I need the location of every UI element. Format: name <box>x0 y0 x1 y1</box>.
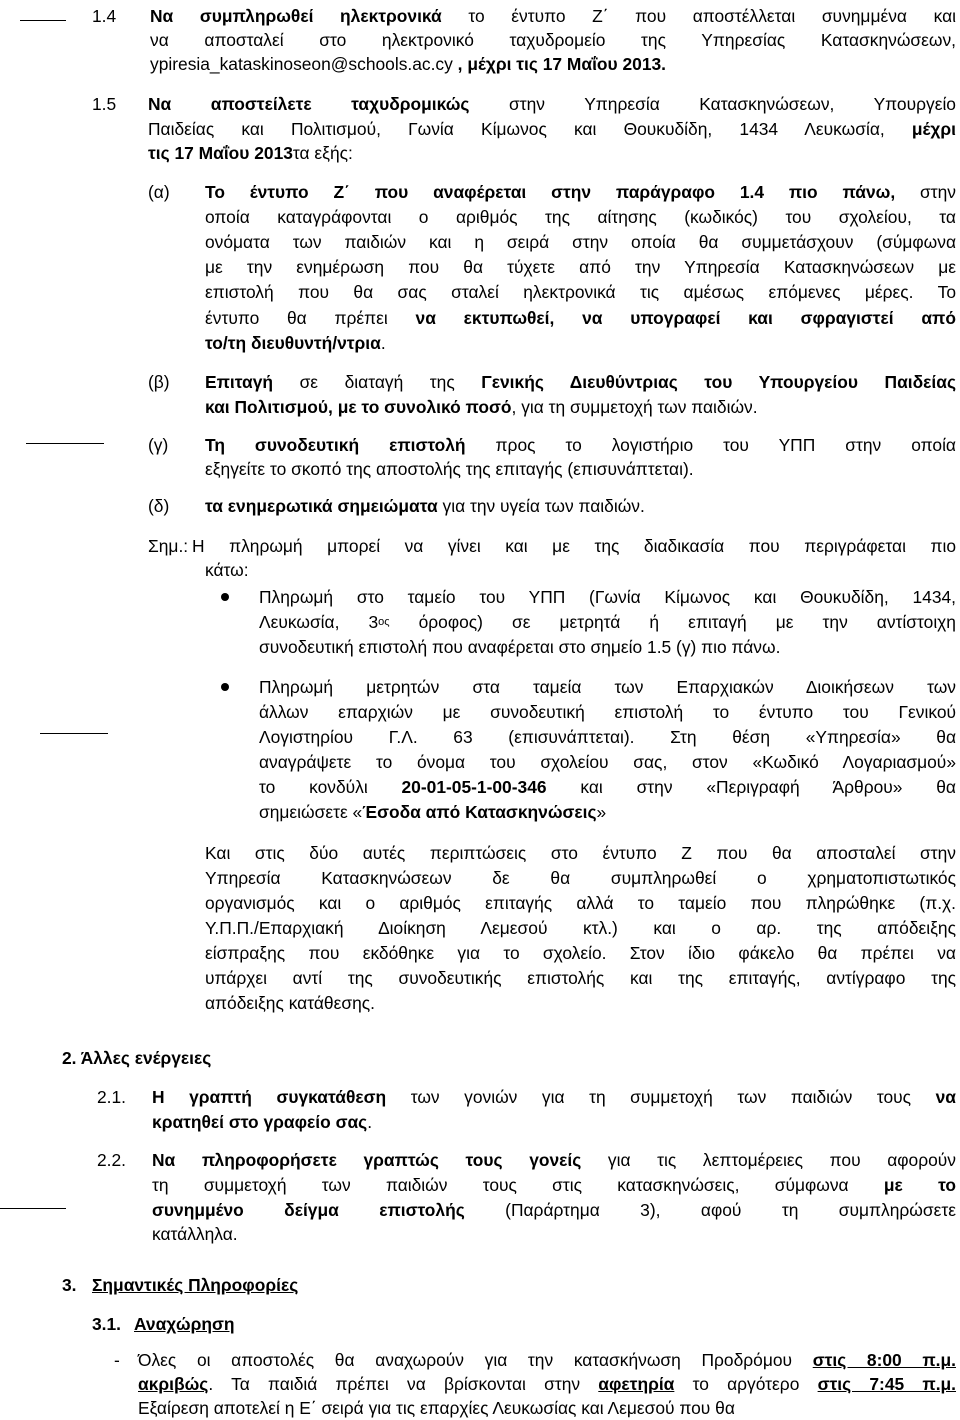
text: . <box>380 333 386 353</box>
bold-text: Γενικής Διευθύντριας του Υπουργείου Παιδείας <box>481 372 956 392</box>
margin-rule <box>20 20 66 21</box>
bold-text: τα ενημερωτικά σημειώματα <box>205 496 438 516</box>
text: τη συμμετοχή των παιδιών τους στις κατασκηνώσεις, σύμφωνα <box>152 1175 849 1195</box>
text: Υ.Π.Π./Επαρχιακή Διοίκηση Λεμεσού κτλ.) και ο αρ. της απόδειξης <box>205 918 956 938</box>
text: σε διαταγή της <box>299 372 455 392</box>
text: το έντυπο Ζ΄ που αποστέλλεται συνημμένα και <box>468 6 956 26</box>
paragraph-line <box>152 1148 956 1172</box>
item-marker: (β) <box>148 372 170 392</box>
paragraph-line <box>150 52 666 76</box>
paragraph-line <box>205 230 956 254</box>
text: των γονιών για τη συμμετοχή των παιδιών τους <box>410 1087 912 1107</box>
margin-rule <box>0 1208 66 1209</box>
paragraph-line <box>205 866 956 890</box>
paragraph-line: κατάλληλα. <box>152 1224 238 1244</box>
paragraph-line <box>148 117 956 141</box>
text: οργανισμός και ο αριθμός επιταγής αλλά το ταμείο που πληρώθηκε (π.χ. <box>205 893 956 913</box>
paragraph-line <box>205 433 956 457</box>
bold-text: Τη συνοδευτική επιστολή <box>205 435 466 455</box>
text: στην Υπηρεσία Κατασκηνώσεων, Υπουργείο <box>509 94 956 114</box>
paragraph-line <box>205 395 758 419</box>
section-number: 2.2. <box>97 1150 127 1170</box>
paragraph-line: Εξαίρεση αποτελεί η Ε΄ σειρά για τις επαρχίες Λευκωσίας και Λεμεσού που θα <box>138 1398 735 1418</box>
paragraph-line <box>205 891 956 915</box>
bold-underlined-text: ακριβώς <box>138 1374 209 1394</box>
text: » <box>596 802 607 822</box>
paragraph-line: κάτω: <box>205 560 249 580</box>
text: ονόματα των παιδιών και η σειρά στην οποία θα συμμετάσχουν (σύμφωνα <box>205 232 956 252</box>
text: να αποσταλεί στο ηλεκτρονικό ταχυδρομείο της Υπηρεσίας Κατασκηνώσεων, <box>150 30 956 50</box>
text: στην <box>920 182 957 202</box>
list-dash: - <box>114 1350 120 1370</box>
bold-text: Έσοδα από Κατασκηνώσεις <box>362 802 597 822</box>
paragraph-line <box>152 1173 956 1197</box>
paragraph-line <box>259 775 956 799</box>
paragraph-line <box>138 1372 956 1396</box>
text: Λευκωσία, 3 <box>259 612 379 632</box>
item-marker: (γ) <box>148 435 169 455</box>
paragraph-line <box>205 180 956 204</box>
bold-text: με το <box>883 1175 956 1195</box>
text: για τις λεπτομέρειες που αφορούν <box>607 1150 956 1170</box>
paragraph-line <box>205 941 956 965</box>
text: Παιδείας και Πολιτισμού, Γωνία Κίμωνος και Θουκυδίδη, 1434 Λευκωσία, <box>148 119 885 139</box>
paragraph-line <box>205 370 956 394</box>
paragraph-line <box>148 92 956 116</box>
text: αναγράψετε το όνομα του σχολείου σας, στον «Κωδικό Λογαριασμού» <box>259 752 956 772</box>
paragraph-line <box>259 675 956 699</box>
paragraph-line <box>259 725 956 749</box>
bold-text: το/τη διευθυντή/ντρια <box>205 333 381 353</box>
text: υπάρχει αντί της συνοδευτικής επιστολής και της επιταγής, αντίγραφο της <box>205 968 956 988</box>
text: Όλες οι αποστολές θα αναχωρούν για την κατασκήνωση Προδρόμου <box>138 1350 793 1370</box>
text: . <box>367 1112 373 1132</box>
text: προς το λογιστήριο του ΥΠΠ στην οποία <box>495 435 956 455</box>
text: επιστολή που θα σας σταλεί ηλεκτρονικά τις αμέσως επόμενες μέρες. Το <box>205 282 956 302</box>
paragraph-line <box>192 534 956 558</box>
margin-rule <box>26 443 104 444</box>
email-link[interactable]: ypiresia_kataskinoseon@schools.ac.cy <box>150 54 453 74</box>
text: έντυπο θα πρέπει <box>205 308 388 328</box>
item-marker: (α) <box>148 182 170 202</box>
paragraph-line <box>205 966 956 990</box>
item-marker: (δ) <box>148 496 170 516</box>
section-number: 3. <box>62 1275 77 1295</box>
paragraph-line <box>205 205 956 229</box>
paragraph-line <box>150 4 956 28</box>
section-number: 1.4 <box>92 6 117 26</box>
bold-text: Η γραπτή συγκατάθεση <box>152 1087 387 1107</box>
text: τα εξής: <box>292 143 353 163</box>
text: Λογιστηρίου Γ.Λ. 63 (επισυνάπτεται). Στη θέση «Υπηρεσία» θα <box>259 727 956 747</box>
subsection-heading <box>134 1312 235 1336</box>
paragraph-line <box>138 1348 956 1372</box>
bullet-icon <box>221 593 229 601</box>
paragraph-line <box>259 610 956 634</box>
paragraph-line <box>152 1198 956 1222</box>
paragraph-line <box>150 28 956 52</box>
text: σημειώσετε « <box>259 802 363 822</box>
paragraph-line <box>205 841 956 865</box>
text: (Παράρτημα 3), αφού τη συμπληρώσετε <box>505 1200 956 1220</box>
paragraph-line <box>205 280 956 304</box>
text: οποία καταγράφονται ο αριθμός της αίτησης (κωδικός) του σχολείου, τα <box>205 207 956 227</box>
paragraph-line <box>259 700 956 724</box>
paragraph-line <box>205 306 956 330</box>
margin-rule <box>40 733 108 734</box>
bold-text: συνημμένο δείγμα επιστολής <box>152 1200 465 1220</box>
text: άλλων επαρχιών με συνοδευτική επιστολή το έντυπο του Γενικού <box>259 702 956 722</box>
bullet-icon <box>221 683 229 691</box>
section-number: 2.1. <box>97 1087 127 1107</box>
paragraph-line <box>152 1085 956 1109</box>
bold-text: και Πολιτισμού, με το συνολικό ποσό <box>205 397 512 417</box>
text: με την ενημέρωση που θα τύχετε από την Υπηρεσία Κατασκηνώσεων με <box>205 257 956 277</box>
bold-text: μέχρι <box>911 119 956 139</box>
bold-underlined-text: στις 8:00 π.μ. <box>812 1350 956 1370</box>
bold-text: Να πληροφορήσετε γραπτώς τους γονείς <box>152 1150 582 1170</box>
text: Η πληρωμή μπορεί να γίνει και με της διαδικασία που περιγράφεται πιο <box>192 536 956 556</box>
paragraph-line <box>205 331 386 355</box>
text: είσπραξης που εκδόθηκε για το σχολείο. Στον ίδιο φάκελο θα πρέπει να <box>205 943 956 963</box>
paragraph-line <box>205 494 645 518</box>
bold-text: να εκτυπωθεί, να υπογραφεί και σφραγιστεί από <box>415 308 956 328</box>
superscript: ος <box>378 616 390 628</box>
paragraph-line <box>259 750 956 774</box>
section-heading <box>92 1273 298 1297</box>
section-number: 1.5 <box>92 94 117 114</box>
paragraph-line: συνοδευτική επιστολή που αναφέρεται στο σημείο 1.5 (γ) πιο πάνω. <box>259 637 781 657</box>
bold-text: Να αποστείλετε ταχυδρομικώς <box>148 94 470 114</box>
bold-text: κρατηθεί στο γραφείο σας <box>152 1112 368 1132</box>
section-heading: 2. Άλλες ενέργειες <box>62 1048 212 1068</box>
heading-text: Αναχώρηση <box>134 1314 235 1334</box>
text: το κονδύλι <box>259 777 368 797</box>
heading-text: Σημαντικές Πληροφορίες <box>92 1275 299 1295</box>
text: . Τα παιδιά πρέπει να βρίσκονται στην <box>208 1374 581 1394</box>
text: Υπηρεσία Κατασκηνώσεων δε θα συμπληρωθεί ο χρηματοπιστωτικός <box>205 868 956 888</box>
text: Πληρωμή μετρητών στα ταμεία των Επαρχιακών Διοικήσεων των <box>259 677 956 697</box>
bold-text: Επιταγή <box>205 372 274 392</box>
text: όροφος) σε μετρητά ή επιταγή με την αντίστοιχη <box>418 612 956 632</box>
bold-underlined-text: αφετηρία <box>598 1374 675 1394</box>
text: για την υγεία των παιδιών. <box>442 496 645 516</box>
bold-text: να <box>935 1087 956 1107</box>
paragraph-line <box>148 141 353 165</box>
text: και στην «Περιγραφή Άρθρου» θα <box>580 777 956 797</box>
bold-text: Το έντυπο Ζ΄ που αναφέρεται στην παράγραφο 1.4 πιο πάνω, <box>205 182 896 202</box>
paragraph-line <box>205 916 956 940</box>
paragraph-line <box>259 585 956 609</box>
paragraph-line <box>152 1110 372 1134</box>
paragraph-line: εξηγείτε το σκοπό της αποστολής της επιταγής (επισυνάπτεται). <box>205 459 694 479</box>
note-label: Σημ.: <box>148 536 189 556</box>
text: το αργότερο <box>692 1374 800 1394</box>
bold-text: Να συμπληρωθεί ηλεκτρονικά <box>150 6 442 26</box>
paragraph-line <box>205 255 956 279</box>
text: Πληρωμή στο ταμείο του ΥΠΠ (Γωνία Κίμωνος και Θουκυδίδη, 1434, <box>259 587 956 607</box>
text: , για τη συμμετοχή των παιδιών. <box>511 397 758 417</box>
bold-text: , μέχρι τις 17 Μαΐου 2013. <box>457 54 667 74</box>
bold-text: 20-01-05-1-00-346 <box>401 777 547 797</box>
paragraph-line: απόδειξης κατάθεσης. <box>205 993 375 1013</box>
text: Και στις δύο αυτές περιπτώσεις στο έντυπο Ζ που θα αποσταλεί στην <box>205 843 956 863</box>
bold-underlined-text: στις 7:45 π.μ. <box>817 1374 957 1394</box>
section-number: 3.1. <box>92 1314 122 1334</box>
paragraph-line <box>259 800 606 824</box>
bold-text: τις 17 Μαΐου 2013 <box>148 143 293 163</box>
